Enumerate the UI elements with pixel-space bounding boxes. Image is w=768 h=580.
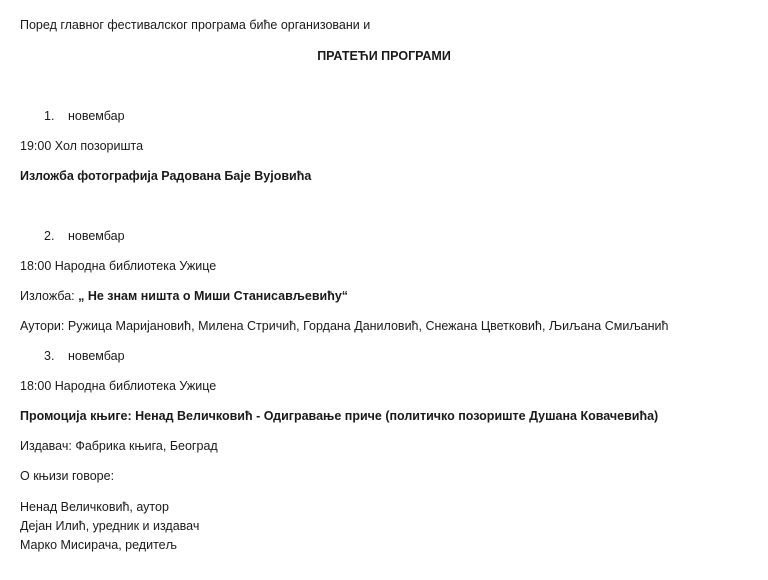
intro-text: Поред главног фестивалског програма биће организовани и [20,18,371,32]
event-authors: Аутори: Ружица Маријановић, Милена Стричић, Гордана Даниловић, Снежана Цветковић, Љиљана Смиљанић [20,319,669,333]
event-time-place: 18:00 Народна библиотека Ужице [20,259,217,273]
event-title: „ Не знам ништа о Миши Станисављевићу“ [78,289,349,303]
speaker-item: Марко Мисирача, редитељ [20,538,177,552]
event-title: Изложба фотографија Радована Баје Вујовића [20,169,312,183]
speaker-item: Ненад Величковић, аутор [20,500,169,514]
event-title: Промоција књиге: Ненад Величковић - Одигравање приче (политичко позориште Душана Ковачевића) [20,409,659,423]
speakers-label: О књизи говоре: [20,469,115,483]
list-number: 2. [44,229,55,243]
event-title-line [20,288,348,304]
event-publisher: Издавач: Фабрика књига, Београд [20,439,218,453]
list-number: 3. [44,349,55,363]
event-time-place: 19:00 Хол позоришта [20,139,144,153]
event-day: новембар [68,229,125,243]
list-number: 1. [44,109,55,123]
event-time-place: 18:00 Народна библиотека Ужице [20,379,217,393]
speaker-item: Дејан Илић, уредник и издавач [20,519,200,533]
event-day: новембар [68,109,125,123]
event-day: новембар [68,349,125,363]
event-title-label: Изложба: [20,289,79,303]
section-heading: ПРАТЕЋИ ПРОГРАМИ [317,49,451,63]
